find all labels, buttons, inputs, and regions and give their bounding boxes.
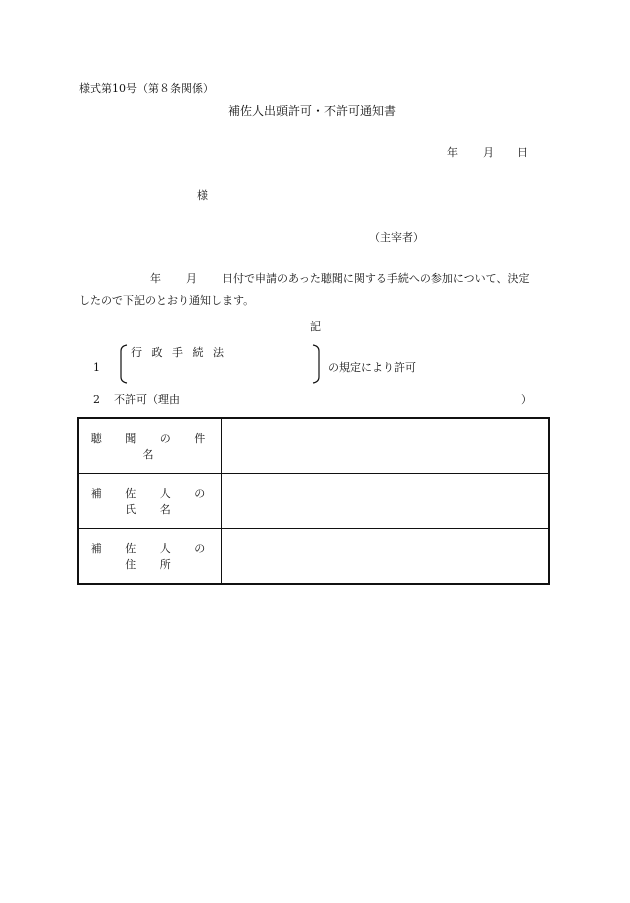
recipient-suffix: 様: [197, 189, 208, 202]
item1-suffix: の規定により許可: [328, 361, 416, 374]
body-line1: 日付で申請のあった聴聞に関する手続への参加について、決定: [222, 272, 530, 285]
row-value-assistant-address[interactable]: [222, 529, 550, 585]
issuer: （主宰者）: [369, 231, 424, 244]
date-month: 月: [483, 146, 494, 159]
item2-label: 不許可（理由: [114, 393, 180, 406]
item2-close: ）: [521, 393, 532, 406]
body-line2: したので下記のとおり通知します。: [79, 294, 255, 307]
row-value-case-name[interactable]: [222, 418, 550, 474]
row-label-assistant-address: 補 佐 人 の 住 所: [78, 529, 222, 585]
date-year: 年: [447, 146, 458, 159]
body-month: 月: [186, 272, 197, 285]
item1-number: 1: [93, 361, 100, 374]
table-row: [78, 474, 549, 529]
row-label-assistant-name: 補 佐 人 の 氏 名: [78, 474, 222, 529]
form-number: 様式第10号（第８条関係）: [79, 82, 214, 95]
ki-heading: 記: [310, 320, 321, 333]
left-brace-icon: [118, 344, 128, 384]
row-value-assistant-name[interactable]: [222, 474, 550, 529]
date-day: 日: [517, 146, 528, 159]
body-year: 年: [150, 272, 161, 285]
item1-law: 行 政 手 続 法: [131, 346, 227, 359]
item2-number: 2: [93, 393, 100, 406]
row-label-case-name: 聴 聞 の 件 名: [78, 418, 222, 474]
right-brace-icon: [312, 344, 322, 384]
document-title: 補佐人出頭許可・不許可通知書: [228, 104, 397, 118]
table-row: [78, 529, 549, 585]
table-row: [78, 418, 549, 474]
info-table: [77, 417, 550, 585]
